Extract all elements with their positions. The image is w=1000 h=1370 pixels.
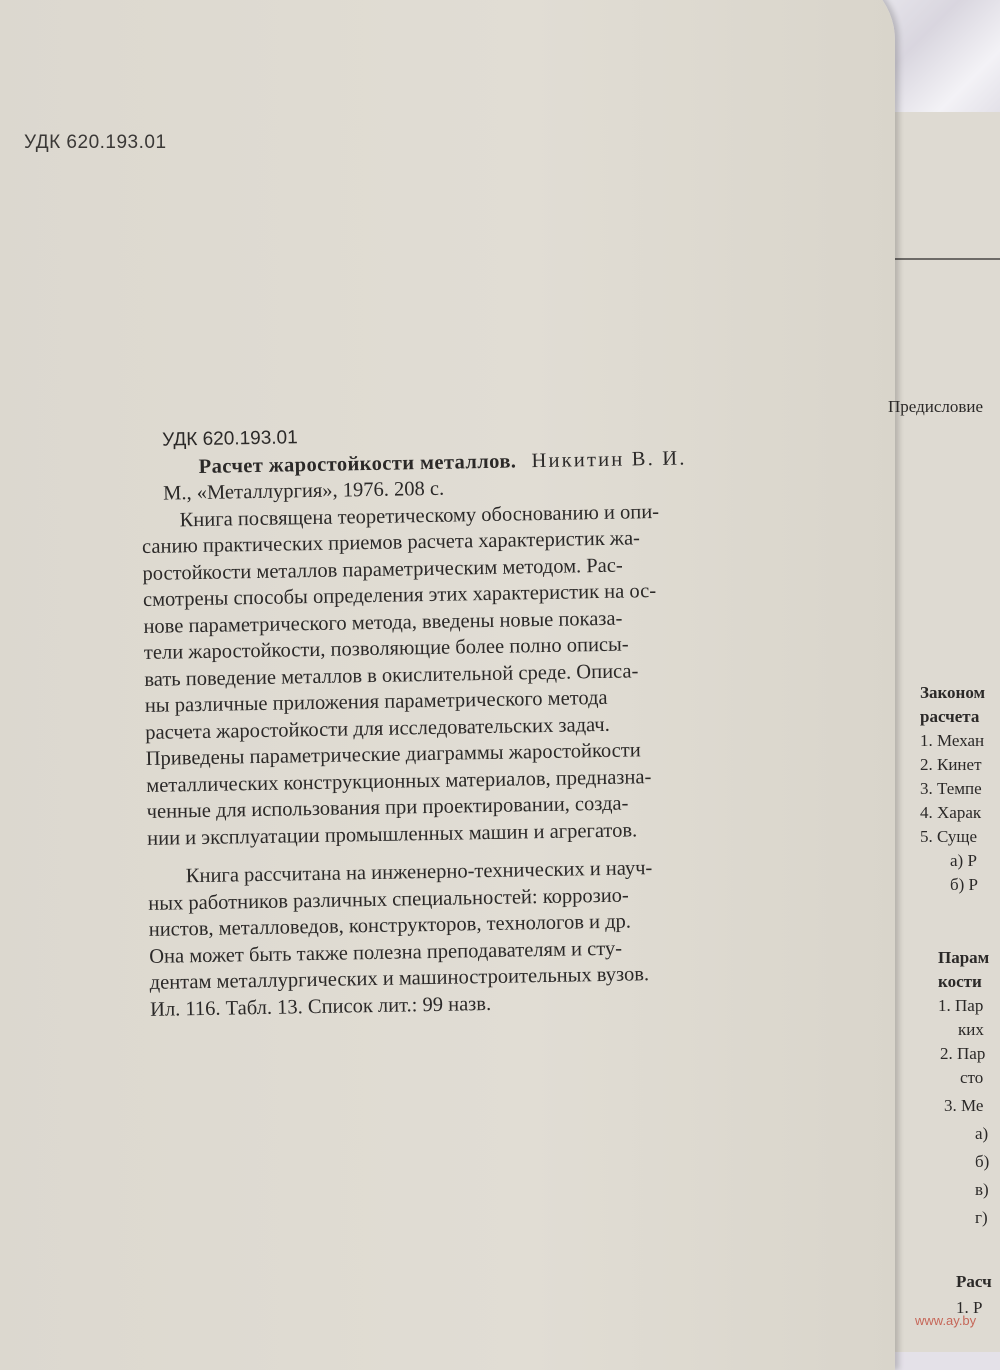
abstract-line: Приведены параметрические диаграммы жаростойкости xyxy=(145,739,641,770)
toc-item: 3. Ме xyxy=(944,1096,984,1115)
audience-line: Она может быть также полезна преподавателям и сту- xyxy=(149,937,623,968)
toc-item: 3. Темпе xyxy=(920,779,982,798)
toc-subitem: в) xyxy=(975,1180,989,1199)
toc-heading: расчета xyxy=(920,707,980,726)
toc-item: 4. Харак xyxy=(920,803,982,822)
card-udk: УДК 620.193.01 xyxy=(162,427,298,451)
toc-heading: Законом xyxy=(920,683,986,702)
card-publisher: М., «Металлургия», 1976. 208 с. xyxy=(162,477,445,505)
audience-line: Книга рассчитана на инженерно-технических и науч- xyxy=(185,857,653,888)
abstract-line: нии и эксплуатации промышленных машин и агрегатов. xyxy=(146,818,638,850)
abstract-line: санию практических приемов расчета характеристик жа- xyxy=(141,527,641,558)
abstract-line: вать поведение металлов в окислительной среде. Описа- xyxy=(144,659,639,691)
right-page-rule xyxy=(882,258,1000,260)
toc-heading: кости xyxy=(938,972,982,991)
toc-item: сто xyxy=(960,1068,984,1087)
audience-line: нистов, металловедов, конструкторов, технологов и др. xyxy=(148,910,632,941)
catalog-card xyxy=(140,416,850,1023)
abstract-line: смотрены способы определения этих характеристик на ос- xyxy=(142,580,657,611)
toc-heading: Парам xyxy=(938,948,990,967)
preface-label: Предисловие xyxy=(888,397,984,416)
abstract-line: нове параметрического метода, введены новые показа- xyxy=(143,607,623,638)
toc-item: 2. Кинет xyxy=(920,755,982,774)
toc-subitem: г) xyxy=(975,1208,988,1227)
book-author: Никитин В. И. xyxy=(531,446,687,472)
book-title: Расчет жаростойкости металлов. xyxy=(198,449,517,478)
abstract-line: Книга посвящена теоретическому обоснованию и опи- xyxy=(179,500,660,531)
audience-line: дентам металлургических и машиностроительных вузов. xyxy=(149,963,650,994)
toc-item: 1. Пар xyxy=(938,996,984,1015)
abstract-line: расчета жаростойкости для исследовательских задач. xyxy=(145,713,610,744)
toc-item: 5. Суще xyxy=(920,827,978,846)
abstract-line: металлических конструкционных материалов, предназна- xyxy=(146,765,652,797)
toc-subitem: а) xyxy=(975,1124,989,1143)
toc-subitem: б) Р xyxy=(950,875,979,894)
toc-item: 1. Механ xyxy=(920,731,985,750)
toc-item: 2. Пар xyxy=(940,1044,986,1063)
abstract-line: ченные для использования при проектировании, созда- xyxy=(146,792,629,823)
watermark: www.ay.by xyxy=(915,1313,977,1328)
udk-header: УДК 620.193.01 xyxy=(24,132,167,153)
toc-item: ких xyxy=(958,1020,984,1039)
toc-subitem: б) xyxy=(975,1152,990,1171)
abstract-line: ны различные приложения параметрического метода xyxy=(144,686,608,717)
toc-heading: Расч xyxy=(956,1272,992,1291)
audience-line: ных работников различных специальностей: коррозио- xyxy=(148,884,629,915)
card-stats: Ил. 116. Табл. 13. Список лит.: 99 назв. xyxy=(149,992,492,1021)
toc-subitem: а) Р xyxy=(950,851,977,870)
abstract-line: тели жаростойкости, позволяющие более полно описы- xyxy=(143,633,629,664)
abstract-line: ростойкости металлов параметрическим методом. Рас- xyxy=(142,554,623,585)
toc-item: 1. Р xyxy=(956,1298,983,1317)
